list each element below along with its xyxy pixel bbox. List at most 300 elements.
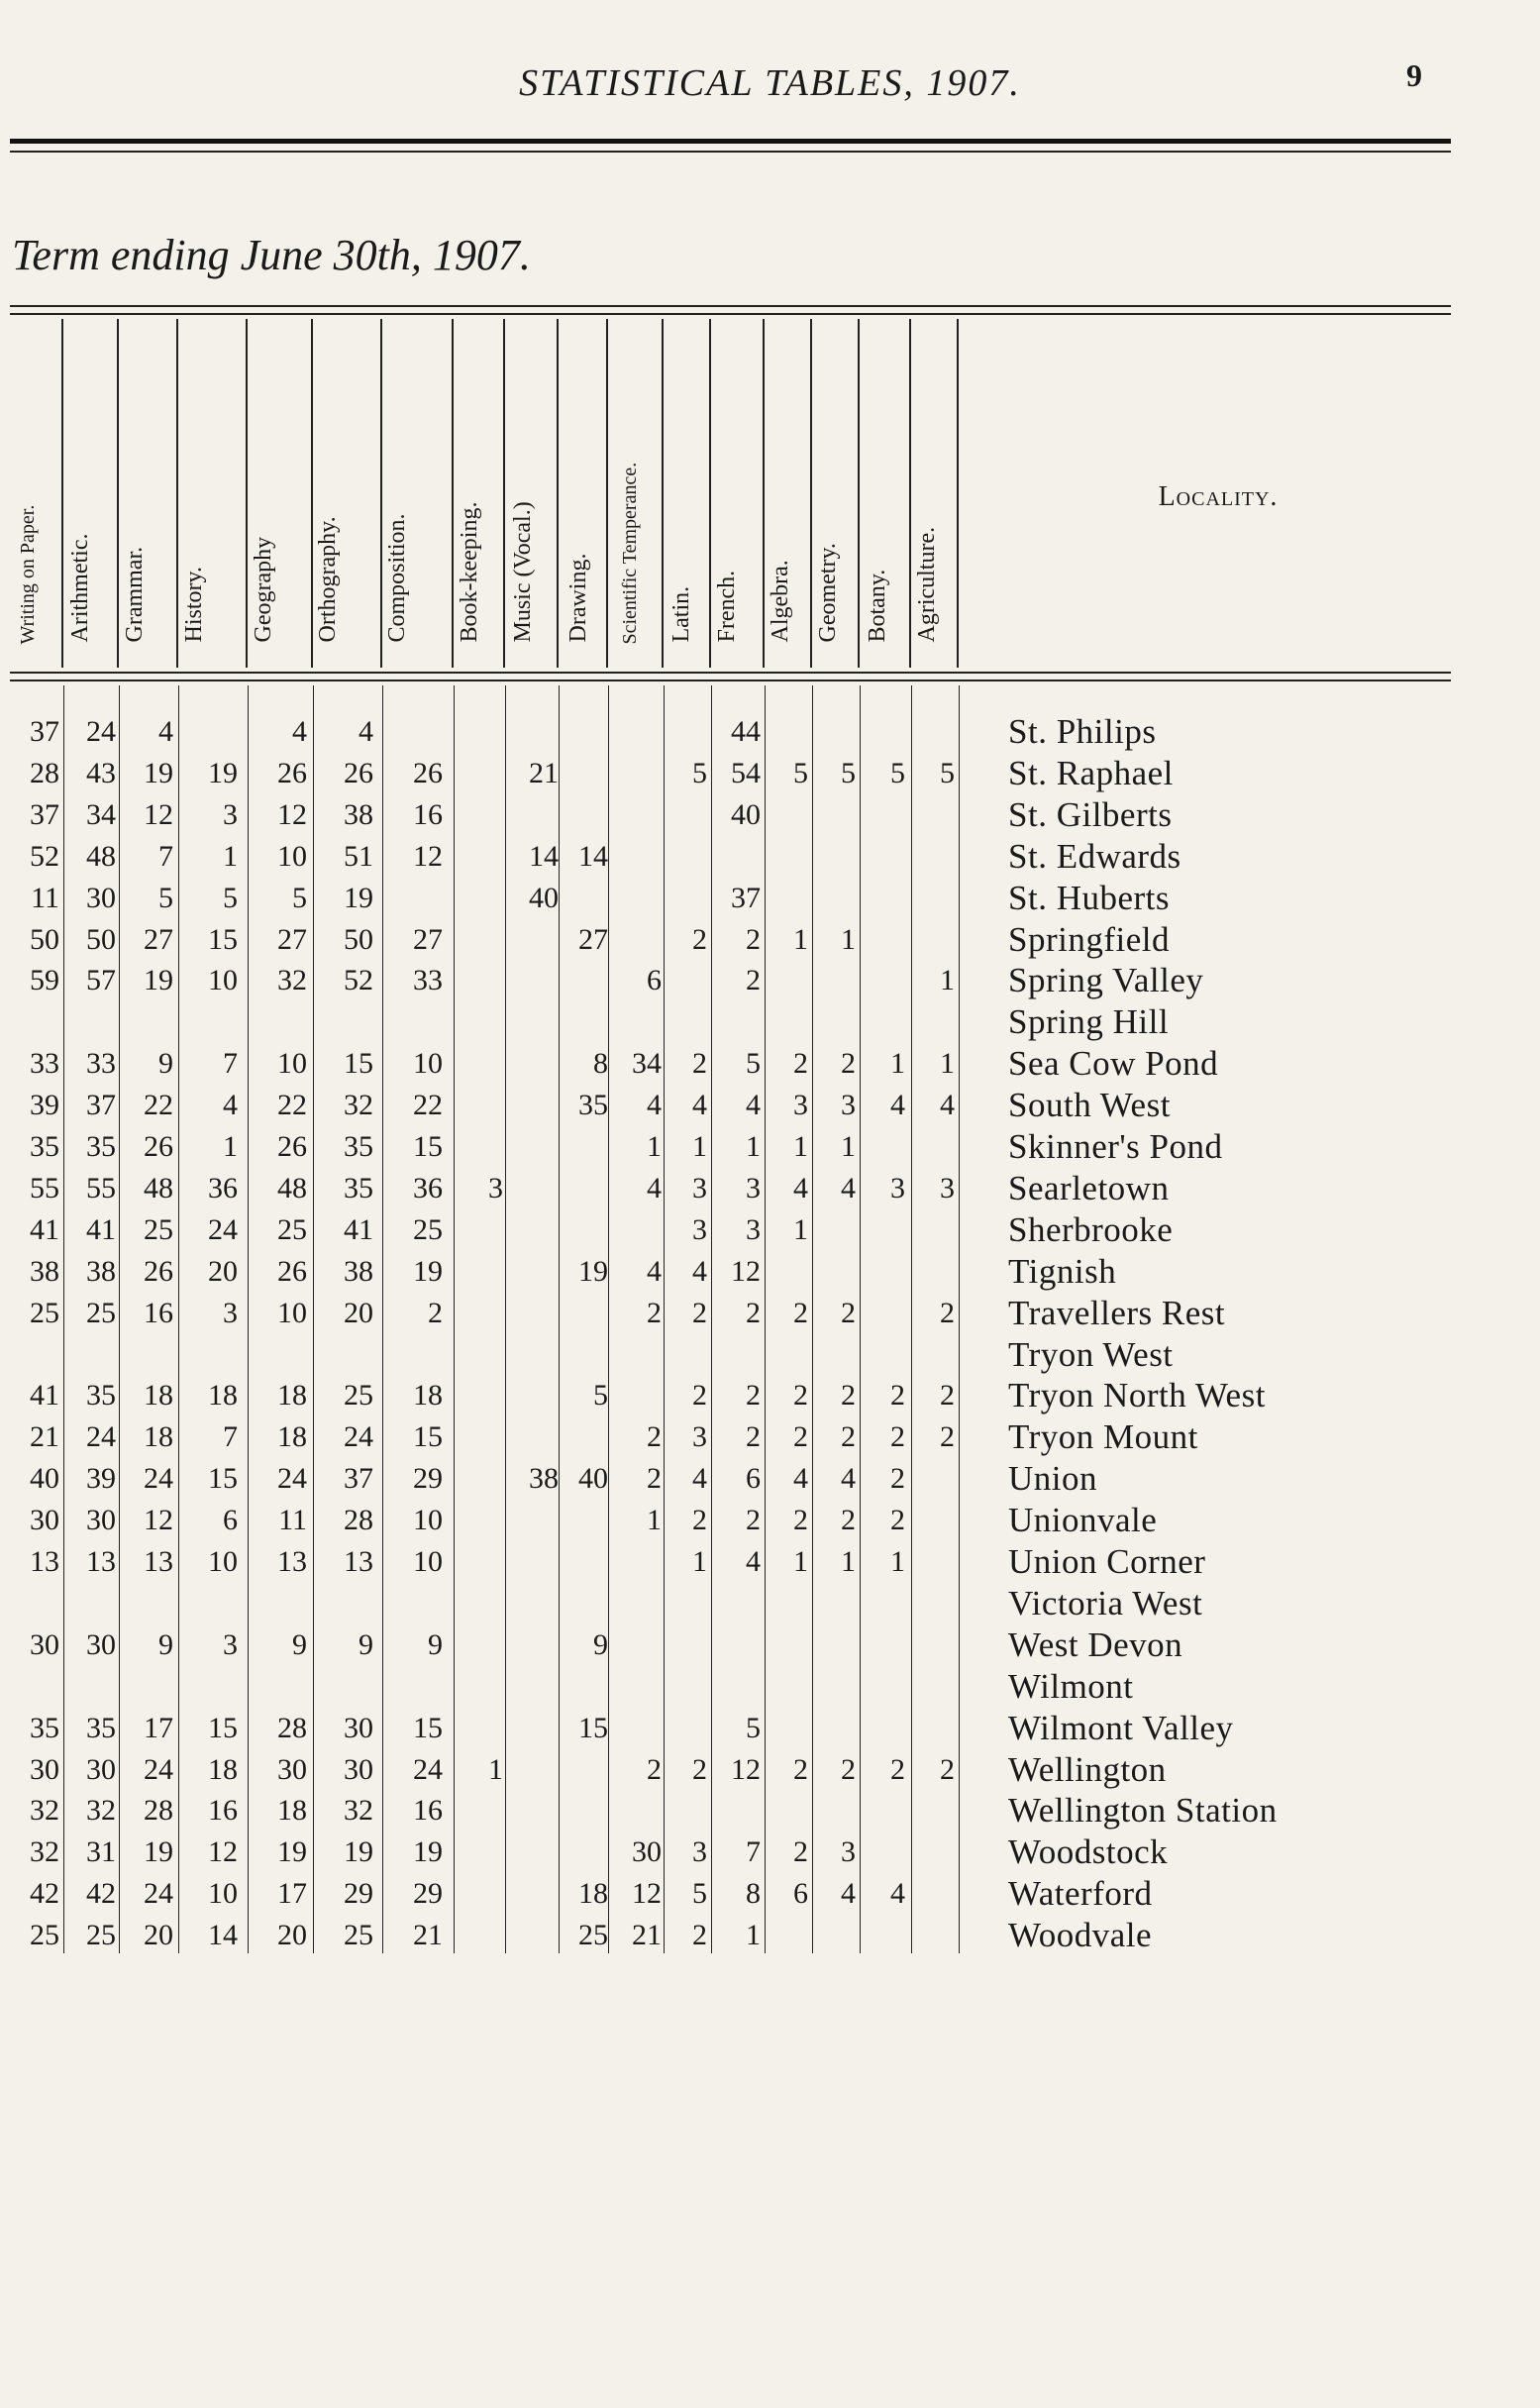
table-cell bbox=[381, 1583, 443, 1624]
table-cell bbox=[666, 1624, 707, 1666]
table-top-rule bbox=[10, 305, 1451, 307]
table-cell: 30 bbox=[344, 1711, 373, 1744]
table-cell bbox=[507, 1251, 559, 1293]
table-cell: 30 bbox=[86, 1627, 116, 1661]
locality-name: Waterford bbox=[1008, 1874, 1153, 1914]
table-cell: 1 bbox=[940, 964, 955, 997]
column-header bbox=[314, 329, 369, 656]
table-cell bbox=[563, 1832, 608, 1873]
table-cell: 4 bbox=[841, 1462, 856, 1496]
table-row bbox=[0, 1168, 1540, 1209]
table-cell bbox=[765, 1915, 808, 1956]
table-cell: 14 bbox=[578, 839, 608, 873]
table-cell: 55 bbox=[86, 1171, 116, 1204]
table-cell bbox=[911, 1001, 955, 1043]
table-row bbox=[0, 1334, 1540, 1376]
table-cell: 8 bbox=[746, 1877, 761, 1911]
table-cell: 24 bbox=[144, 1877, 173, 1911]
table-header-bottom-rule bbox=[10, 672, 1451, 674]
header-column-rule bbox=[909, 319, 911, 668]
table-row bbox=[0, 1708, 1540, 1749]
table-cell bbox=[248, 1583, 307, 1624]
table-cell bbox=[612, 1666, 662, 1708]
table-cell: 34 bbox=[86, 797, 116, 831]
table-cell: 12 bbox=[731, 1752, 761, 1786]
table-cell bbox=[812, 1790, 856, 1832]
table-row bbox=[0, 1251, 1540, 1293]
table-cell: 4 bbox=[292, 715, 307, 748]
table-cell: 24 bbox=[86, 715, 116, 748]
table-cell: 31 bbox=[86, 1835, 116, 1869]
table-cell bbox=[381, 1001, 443, 1043]
table-cell bbox=[911, 1541, 955, 1583]
table-row bbox=[0, 794, 1540, 836]
table-cell: 2 bbox=[692, 1919, 707, 1952]
table-cell: 17 bbox=[277, 1877, 307, 1911]
table-cell bbox=[812, 1666, 856, 1708]
table-cell: 18 bbox=[208, 1752, 238, 1786]
table-cell: 3 bbox=[692, 1171, 707, 1204]
table-cell: 19 bbox=[344, 881, 373, 914]
table-cell bbox=[454, 1334, 503, 1376]
table-cell bbox=[711, 1583, 761, 1624]
table-cell: 41 bbox=[86, 1212, 116, 1246]
table-cell: 3 bbox=[746, 1171, 761, 1204]
table-cell bbox=[507, 1790, 559, 1832]
table-cell: 35 bbox=[86, 1379, 116, 1413]
table-cell: 5 bbox=[692, 1877, 707, 1911]
table-cell bbox=[454, 1873, 503, 1915]
table-cell: 18 bbox=[277, 1794, 307, 1828]
table-cell bbox=[454, 1583, 503, 1624]
table-cell: 2 bbox=[940, 1379, 955, 1413]
table-cell bbox=[862, 1251, 905, 1293]
table-cell: 33 bbox=[413, 964, 443, 997]
table-cell: 52 bbox=[30, 839, 59, 873]
locality-name: Wellington bbox=[1008, 1749, 1167, 1789]
table-cell: 4 bbox=[359, 715, 373, 748]
table-cell: 19 bbox=[144, 964, 173, 997]
table-cell: 18 bbox=[578, 1877, 608, 1911]
locality-name: Unionvale bbox=[1008, 1501, 1158, 1540]
table-cell bbox=[248, 1334, 307, 1376]
table-cell bbox=[612, 836, 662, 878]
table-cell bbox=[862, 919, 905, 961]
column-header-label: Geometry. bbox=[815, 543, 841, 643]
table-cell: 10 bbox=[277, 1296, 307, 1329]
table-row bbox=[0, 1209, 1540, 1251]
table-cell: 16 bbox=[413, 1794, 443, 1828]
table-cell: 2 bbox=[692, 1752, 707, 1786]
table-cell: 2 bbox=[746, 1420, 761, 1454]
table-cell: 6 bbox=[223, 1504, 238, 1537]
table-cell: 3 bbox=[223, 1296, 238, 1329]
table-cell: 4 bbox=[746, 1089, 761, 1122]
table-cell: 19 bbox=[277, 1835, 307, 1869]
table-cell: 41 bbox=[30, 1379, 59, 1413]
column-header bbox=[66, 329, 122, 656]
table-cell: 20 bbox=[208, 1254, 238, 1288]
column-header-label: Arithmetic. bbox=[67, 533, 93, 643]
table-cell bbox=[911, 1624, 955, 1666]
table-cell: 26 bbox=[344, 756, 373, 789]
table-cell bbox=[178, 1666, 238, 1708]
table-cell: 38 bbox=[86, 1254, 116, 1288]
table-cell: 10 bbox=[208, 964, 238, 997]
table-row bbox=[0, 1749, 1540, 1791]
table-cell bbox=[812, 1209, 856, 1251]
table-cell: 3 bbox=[940, 1171, 955, 1204]
table-cell: 16 bbox=[144, 1296, 173, 1329]
table-cell bbox=[563, 1790, 608, 1832]
table-cell: 26 bbox=[277, 756, 307, 789]
table-row bbox=[0, 1666, 1540, 1708]
table-cell bbox=[911, 1666, 955, 1708]
table-cell: 2 bbox=[940, 1296, 955, 1329]
table-cell: 54 bbox=[731, 756, 761, 789]
table-cell: 2 bbox=[647, 1462, 662, 1496]
table-cell bbox=[862, 1915, 905, 1956]
table-cell bbox=[765, 1001, 808, 1043]
table-cell bbox=[507, 1832, 559, 1873]
table-cell bbox=[612, 1334, 662, 1376]
table-cell bbox=[666, 794, 707, 836]
column-header bbox=[383, 329, 439, 656]
table-cell bbox=[119, 1334, 173, 1376]
header-column-rule bbox=[662, 319, 664, 668]
table-cell: 25 bbox=[277, 1212, 307, 1246]
table-cell: 15 bbox=[578, 1711, 608, 1744]
locality-name: Woodstock bbox=[1008, 1832, 1169, 1872]
table-cell: 33 bbox=[30, 1047, 59, 1081]
table-cell: 35 bbox=[344, 1130, 373, 1163]
table-row bbox=[0, 1458, 1540, 1500]
table-cell bbox=[911, 836, 955, 878]
table-cell: 33 bbox=[86, 1047, 116, 1081]
table-row bbox=[0, 753, 1540, 794]
table-cell: 38 bbox=[344, 1254, 373, 1288]
table-cell: 25 bbox=[30, 1919, 59, 1952]
table-cell bbox=[507, 1873, 559, 1915]
table-cell bbox=[454, 1293, 503, 1334]
table-cell: 18 bbox=[208, 1379, 238, 1413]
table-cell: 40 bbox=[578, 1462, 608, 1496]
table-cell: 5 bbox=[890, 756, 905, 789]
table-cell bbox=[666, 836, 707, 878]
table-cell bbox=[10, 1001, 59, 1043]
table-cell: 30 bbox=[344, 1752, 373, 1786]
table-cell bbox=[563, 1666, 608, 1708]
table-cell bbox=[507, 1416, 559, 1458]
table-cell bbox=[10, 1666, 59, 1708]
table-cell bbox=[765, 878, 808, 919]
table-cell bbox=[381, 1334, 443, 1376]
table-cell: 2 bbox=[692, 1296, 707, 1329]
column-header-label: Orthography. bbox=[315, 516, 341, 643]
table-cell bbox=[312, 1001, 373, 1043]
table-cell bbox=[312, 1583, 373, 1624]
table-cell bbox=[563, 1293, 608, 1334]
table-cell: 1 bbox=[647, 1504, 662, 1537]
table-row bbox=[0, 1915, 1540, 1956]
table-row bbox=[0, 1583, 1540, 1624]
table-cell: 2 bbox=[793, 1420, 808, 1454]
table-cell: 12 bbox=[277, 797, 307, 831]
table-cell: 48 bbox=[144, 1171, 173, 1204]
column-header-label: Botany. bbox=[865, 569, 890, 643]
table-cell: 13 bbox=[144, 1545, 173, 1578]
table-cell: 7 bbox=[223, 1047, 238, 1081]
table-cell: 25 bbox=[86, 1919, 116, 1952]
table-cell: 32 bbox=[344, 1089, 373, 1122]
table-cell: 9 bbox=[158, 1627, 173, 1661]
table-cell: 1 bbox=[940, 1047, 955, 1081]
table-cell bbox=[454, 1375, 503, 1416]
table-cell: 35 bbox=[30, 1130, 59, 1163]
table-cell: 22 bbox=[144, 1089, 173, 1122]
table-cell: 2 bbox=[746, 922, 761, 956]
table-cell: 30 bbox=[277, 1752, 307, 1786]
header-column-rule bbox=[452, 319, 454, 668]
table-cell bbox=[666, 960, 707, 1001]
locality-name: Woodvale bbox=[1008, 1916, 1153, 1955]
table-cell bbox=[64, 1001, 116, 1043]
table-cell bbox=[765, 960, 808, 1001]
locality-name: Tryon West bbox=[1008, 1334, 1174, 1374]
table-cell: 2 bbox=[428, 1296, 443, 1329]
table-cell bbox=[507, 1293, 559, 1334]
header-column-rule bbox=[311, 319, 313, 668]
table-cell: 4 bbox=[223, 1089, 238, 1122]
table-cell bbox=[812, 1001, 856, 1043]
header-column-rule bbox=[117, 319, 119, 668]
table-cell bbox=[666, 1334, 707, 1376]
table-cell: 39 bbox=[30, 1089, 59, 1122]
table-cell: 52 bbox=[344, 964, 373, 997]
table-cell: 5 bbox=[746, 1047, 761, 1081]
table-cell bbox=[612, 1790, 662, 1832]
table-cell bbox=[563, 794, 608, 836]
table-cell bbox=[454, 1085, 503, 1126]
table-cell: 8 bbox=[593, 1047, 608, 1081]
column-header bbox=[250, 329, 305, 656]
table-cell: 12 bbox=[413, 839, 443, 873]
table-cell: 36 bbox=[208, 1171, 238, 1204]
table-cell: 26 bbox=[144, 1130, 173, 1163]
table-cell bbox=[862, 1293, 905, 1334]
table-cell bbox=[612, 1209, 662, 1251]
table-cell bbox=[454, 960, 503, 1001]
table-cell: 44 bbox=[731, 715, 761, 748]
table-cell: 59 bbox=[30, 964, 59, 997]
table-cell bbox=[862, 794, 905, 836]
table-cell: 1 bbox=[692, 1545, 707, 1578]
table-cell: 48 bbox=[277, 1171, 307, 1204]
table-cell: 2 bbox=[841, 1420, 856, 1454]
table-cell bbox=[862, 1583, 905, 1624]
table-row bbox=[0, 960, 1540, 1001]
table-cell bbox=[612, 878, 662, 919]
table-cell: 2 bbox=[793, 1752, 808, 1786]
table-cell bbox=[711, 1666, 761, 1708]
table-cell bbox=[812, 1583, 856, 1624]
table-cell: 40 bbox=[731, 797, 761, 831]
table-cell bbox=[612, 794, 662, 836]
table-cell: 10 bbox=[277, 1047, 307, 1081]
column-header-label: Latin. bbox=[668, 585, 694, 643]
column-header-label: Book-keeping. bbox=[457, 501, 482, 643]
table-cell: 27 bbox=[413, 922, 443, 956]
table-cell: 38 bbox=[529, 1462, 559, 1496]
column-header bbox=[180, 329, 236, 656]
header-column-rule bbox=[61, 319, 63, 668]
table-cell: 3 bbox=[841, 1089, 856, 1122]
table-cell bbox=[812, 1915, 856, 1956]
column-header-label: Geography bbox=[251, 536, 276, 643]
table-cell: 5 bbox=[292, 881, 307, 914]
table-cell: 2 bbox=[940, 1752, 955, 1786]
table-cell bbox=[178, 1583, 238, 1624]
running-title: STATISTICAL TABLES, 1907. bbox=[519, 62, 1021, 104]
column-header-label: Grammar. bbox=[122, 546, 148, 643]
table-cell: 48 bbox=[86, 839, 116, 873]
table-cell: 2 bbox=[793, 1296, 808, 1329]
table-cell bbox=[454, 1001, 503, 1043]
table-cell: 7 bbox=[746, 1835, 761, 1869]
table-cell bbox=[563, 1749, 608, 1791]
header-column-rule bbox=[176, 319, 178, 668]
column-header bbox=[713, 329, 769, 656]
table-cell bbox=[178, 1001, 238, 1043]
table-cell: 25 bbox=[144, 1212, 173, 1246]
table-cell: 20 bbox=[344, 1296, 373, 1329]
locality-name: Sherbrooke bbox=[1008, 1209, 1174, 1249]
table-cell: 1 bbox=[793, 1545, 808, 1578]
table-cell bbox=[862, 1832, 905, 1873]
table-row bbox=[0, 1832, 1540, 1873]
table-cell bbox=[812, 711, 856, 753]
table-cell bbox=[563, 1209, 608, 1251]
table-cell: 7 bbox=[158, 839, 173, 873]
table-cell: 2 bbox=[940, 1420, 955, 1454]
page-number: 9 bbox=[1406, 57, 1422, 93]
table-cell bbox=[507, 1624, 559, 1666]
table-cell bbox=[119, 1666, 173, 1708]
table-cell bbox=[507, 1043, 559, 1085]
table-row bbox=[0, 1416, 1540, 1458]
table-cell bbox=[911, 1790, 955, 1832]
table-cell bbox=[563, 1416, 608, 1458]
table-cell: 37 bbox=[344, 1462, 373, 1496]
table-row bbox=[0, 1624, 1540, 1666]
table-cell: 4 bbox=[647, 1171, 662, 1204]
table-cell: 5 bbox=[793, 756, 808, 789]
table-cell bbox=[911, 1500, 955, 1541]
table-cell bbox=[507, 1209, 559, 1251]
table-cell: 13 bbox=[344, 1545, 373, 1578]
table-cell bbox=[911, 1832, 955, 1873]
table-cell bbox=[765, 1334, 808, 1376]
table-cell: 18 bbox=[413, 1379, 443, 1413]
table-cell: 16 bbox=[413, 797, 443, 831]
table-cell bbox=[612, 711, 662, 753]
table-row bbox=[0, 1043, 1540, 1085]
table-cell: 41 bbox=[344, 1212, 373, 1246]
table-row bbox=[0, 1541, 1540, 1583]
table-cell bbox=[563, 878, 608, 919]
table-cell: 1 bbox=[746, 1919, 761, 1952]
table-cell: 30 bbox=[86, 1752, 116, 1786]
table-cell: 5 bbox=[223, 881, 238, 914]
table-cell bbox=[454, 1790, 503, 1832]
table-cell: 18 bbox=[144, 1379, 173, 1413]
table-cell: 3 bbox=[890, 1171, 905, 1204]
locality-name: Tignish bbox=[1008, 1251, 1117, 1291]
table-cell bbox=[507, 1334, 559, 1376]
table-cell: 21 bbox=[413, 1919, 443, 1952]
table-cell: 26 bbox=[277, 1130, 307, 1163]
table-cell: 1 bbox=[793, 1130, 808, 1163]
locality-name: St. Raphael bbox=[1008, 753, 1174, 792]
table-cell bbox=[862, 1209, 905, 1251]
table-cell: 50 bbox=[344, 922, 373, 956]
table-cell: 1 bbox=[890, 1545, 905, 1578]
locality-name: Skinner's Pond bbox=[1008, 1127, 1223, 1166]
locality-name: St. Huberts bbox=[1008, 878, 1170, 917]
table-cell bbox=[563, 960, 608, 1001]
table-cell: 6 bbox=[647, 964, 662, 997]
table-cell bbox=[64, 1666, 116, 1708]
table-cell bbox=[454, 1915, 503, 1956]
table-cell: 10 bbox=[208, 1877, 238, 1911]
table-cell: 9 bbox=[292, 1627, 307, 1661]
table-cell: 27 bbox=[144, 922, 173, 956]
table-row bbox=[0, 1500, 1540, 1541]
table-cell bbox=[862, 711, 905, 753]
table-cell bbox=[862, 1790, 905, 1832]
column-header-label: Music (Vocal.) bbox=[510, 501, 536, 643]
table-cell bbox=[911, 711, 955, 753]
table-cell: 3 bbox=[692, 1835, 707, 1869]
table-cell bbox=[454, 1500, 503, 1541]
table-cell: 24 bbox=[86, 1420, 116, 1454]
header-column-rule bbox=[380, 319, 382, 668]
table-cell bbox=[812, 794, 856, 836]
table-cell: 30 bbox=[632, 1835, 662, 1869]
table-row bbox=[0, 1001, 1540, 1043]
table-cell: 2 bbox=[647, 1420, 662, 1454]
table-cell: 4 bbox=[841, 1877, 856, 1911]
table-cell bbox=[612, 1624, 662, 1666]
table-cell bbox=[454, 1541, 503, 1583]
table-cell: 32 bbox=[30, 1794, 59, 1828]
table-cell bbox=[765, 794, 808, 836]
table-cell bbox=[381, 878, 443, 919]
table-row bbox=[0, 1293, 1540, 1334]
table-cell bbox=[812, 878, 856, 919]
table-cell: 55 bbox=[30, 1171, 59, 1204]
table-cell: 15 bbox=[208, 1711, 238, 1744]
locality-name: Union Corner bbox=[1008, 1542, 1206, 1581]
table-cell bbox=[248, 1666, 307, 1708]
table-cell: 50 bbox=[86, 922, 116, 956]
table-cell bbox=[765, 1583, 808, 1624]
table-cell: 12 bbox=[632, 1877, 662, 1911]
table-cell: 19 bbox=[144, 1835, 173, 1869]
table-cell bbox=[666, 1790, 707, 1832]
table-cell bbox=[812, 1708, 856, 1749]
table-row bbox=[0, 878, 1540, 919]
